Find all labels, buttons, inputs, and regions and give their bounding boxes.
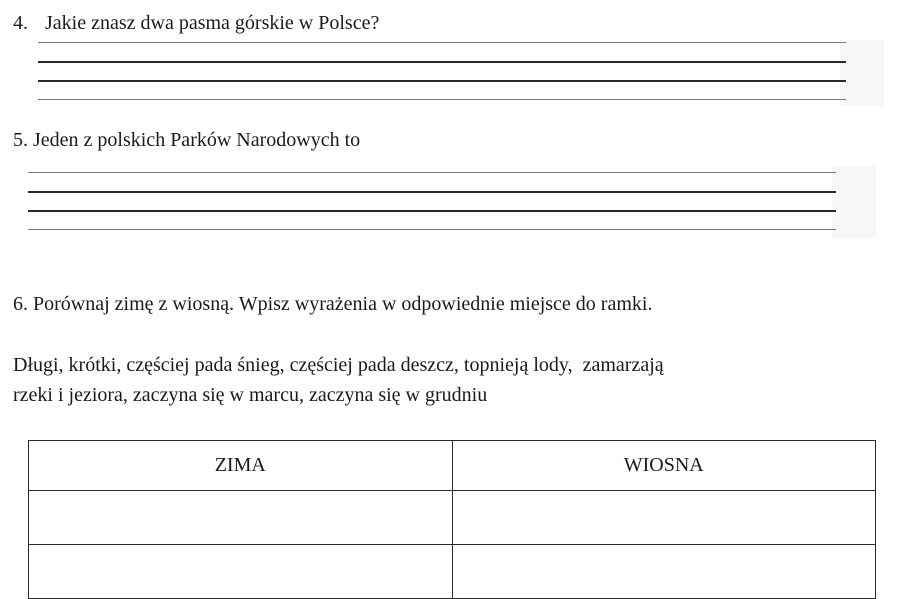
answer-line <box>38 61 846 63</box>
answer-line <box>38 80 846 82</box>
answer-line <box>28 191 836 193</box>
header-zima: ZIMA <box>29 441 453 491</box>
question-6 <box>13 292 652 316</box>
word-bank-line-2: rzeki i jeziora, zaczyna się w marcu, zaczyna się w grudniu <box>13 384 488 406</box>
table-row <box>29 491 876 545</box>
table-cell-wiosna[interactable] <box>452 491 876 545</box>
table-row <box>29 545 876 599</box>
question-6-text: 6. Porównaj zimę z wiosną. Wpisz wyrażenia w odpowiednie miejsce do ramki. <box>13 293 653 315</box>
answer-line <box>38 42 846 43</box>
scan-shade <box>832 166 876 238</box>
word-bank-line-1: Długi, krótki, częściej pada śnieg, częściej pada deszcz, topnieją lody, zamarzają <box>13 354 664 376</box>
question-4-answer-area[interactable] <box>38 40 846 104</box>
question-4-text: Jakie znasz dwa pasma górskie w Polsce? <box>45 12 380 34</box>
answer-line <box>28 210 836 212</box>
table-cell-wiosna[interactable] <box>452 545 876 599</box>
question-4 <box>13 11 379 35</box>
question-5-text: 5. Jeden z polskich Parków Narodowych to <box>13 129 361 151</box>
scan-shade <box>840 40 884 106</box>
answer-line <box>28 172 836 173</box>
question-4-number: 4. <box>13 12 28 34</box>
word-bank <box>13 350 813 410</box>
answer-line <box>28 229 836 230</box>
comparison-table <box>28 440 876 599</box>
table-header-row <box>29 441 876 491</box>
table-cell-zima[interactable] <box>29 545 453 599</box>
table-cell-zima[interactable] <box>29 491 453 545</box>
header-wiosna: WIOSNA <box>452 441 876 491</box>
answer-line <box>38 99 846 100</box>
question-5-answer-area[interactable] <box>28 170 836 234</box>
question-5 <box>13 128 360 152</box>
